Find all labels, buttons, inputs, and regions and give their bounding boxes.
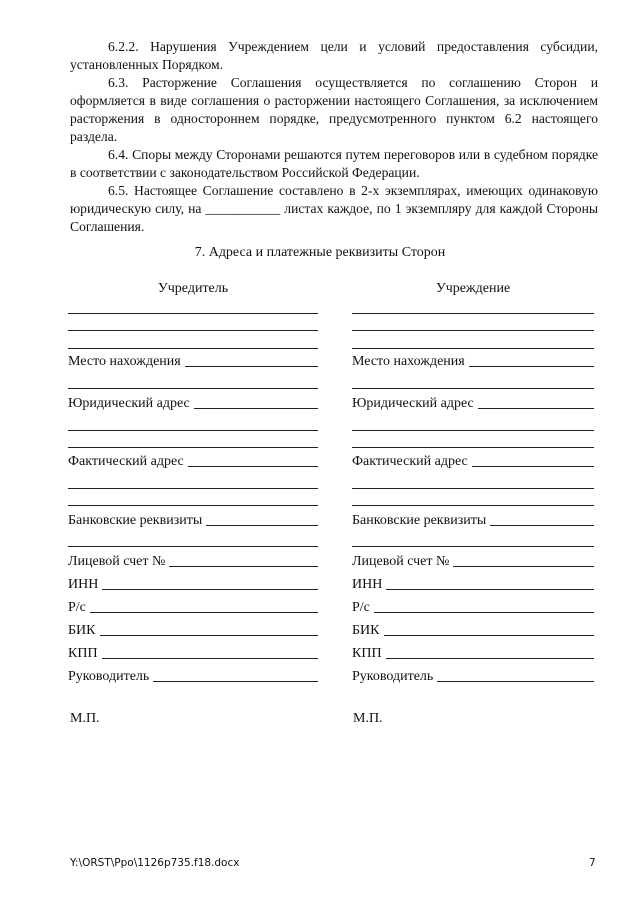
institution-stamp-place: М.П. — [353, 711, 383, 726]
kpp-label: КПП — [352, 646, 382, 661]
fill-line — [472, 466, 594, 467]
inn-label: ИНН — [68, 577, 99, 592]
blank-line — [68, 505, 318, 506]
fill-line — [437, 681, 594, 682]
blank-line — [352, 330, 594, 331]
fill-line — [188, 466, 318, 467]
institution-column — [352, 278, 594, 684]
section-title: 7. Адреса и платежные реквизиты Сторон — [194, 245, 446, 260]
kpp-field — [68, 646, 318, 662]
actual-address-field — [352, 454, 594, 470]
blank-line — [352, 447, 594, 448]
blank-line — [352, 546, 594, 547]
personal-account-label: Лицевой счет № — [352, 554, 450, 569]
kpp-label: КПП — [68, 646, 98, 661]
fill-line — [102, 658, 318, 659]
fill-line — [374, 612, 594, 613]
fill-line — [206, 525, 318, 526]
location-label: Место нахождения — [68, 354, 181, 369]
blank-line — [352, 388, 594, 389]
fill-line — [386, 589, 594, 590]
blank-line — [68, 330, 318, 331]
institution-heading: Учреждение — [435, 281, 511, 296]
head-field — [352, 669, 594, 685]
bank-details-field — [352, 513, 594, 529]
legal-address-field — [352, 396, 594, 412]
founder-heading: Учредитель — [157, 281, 229, 296]
bank-details-field — [68, 513, 318, 529]
rs-label: Р/с — [352, 600, 370, 615]
head-field — [68, 669, 318, 685]
bik-field — [352, 623, 594, 639]
actual-address-label: Фактический адрес — [352, 454, 468, 469]
fill-line — [153, 681, 318, 682]
head-label: Руководитель — [68, 669, 150, 684]
actual-address-field — [68, 454, 318, 470]
footer-file-path: Y:\ORST\Ppo\1126p735.f18.docx — [70, 857, 240, 869]
location-label: Место нахождения — [352, 354, 465, 369]
actual-address-label: Фактический адрес — [68, 454, 184, 469]
blank-line — [68, 313, 318, 314]
fill-line — [386, 658, 594, 659]
personal-account-field — [352, 554, 594, 570]
blank-line — [352, 430, 594, 431]
blank-line — [68, 348, 318, 349]
paragraph-6-3: 6.3. Расторжение Соглашения осуществляется по соглашению Сторон и оформляется в виде соглашения о расторжении настоящего Соглашения, за исключением расторжения в одностороннем порядке, предусмотренного пунктом 6.2 настоящего раздела. — [70, 75, 598, 144]
fill-line — [453, 566, 594, 567]
fill-line — [100, 635, 319, 636]
blank-line — [68, 488, 318, 489]
personal-account-label: Лицевой счет № — [68, 554, 166, 569]
bank-details-label: Банковские реквизиты — [68, 513, 203, 528]
kpp-field — [352, 646, 594, 662]
fill-line — [478, 408, 594, 409]
bik-label: БИК — [68, 623, 96, 638]
fill-line — [90, 612, 318, 613]
legal-address-label: Юридический адрес — [352, 396, 474, 411]
location-field — [352, 354, 594, 370]
bik-label: БИК — [352, 623, 380, 638]
rs-field — [68, 600, 318, 616]
bank-details-label: Банковские реквизиты — [352, 513, 487, 528]
fill-line — [169, 566, 318, 567]
inn-field — [352, 577, 594, 593]
founder-column — [68, 278, 318, 684]
fill-line — [194, 408, 318, 409]
blank-line — [352, 313, 594, 314]
bik-field — [68, 623, 318, 639]
rs-field — [352, 600, 594, 616]
personal-account-field — [68, 554, 318, 570]
blank-line — [352, 488, 594, 489]
blank-line — [68, 430, 318, 431]
paragraph-6-5: 6.5. Настоящее Соглашение составлено в 2-х экземплярах, имеющих одинаковую юридическую силу, на ___________ листах каждое, по 1 экземпляру для каждой Стороны Соглашения. — [70, 183, 598, 234]
legal-address-label: Юридический адрес — [68, 396, 190, 411]
inn-label: ИНН — [352, 577, 383, 592]
fill-line — [185, 366, 318, 367]
blank-line — [68, 546, 318, 547]
rs-label: Р/с — [68, 600, 86, 615]
paragraph-6-4: 6.4. Споры между Сторонами решаются путем переговоров или в судебном порядке в соответствии с законодательством Российской Федерации. — [70, 147, 598, 180]
location-field — [68, 354, 318, 370]
founder-stamp-place: М.П. — [70, 711, 100, 726]
fill-line — [102, 589, 318, 590]
blank-line — [352, 348, 594, 349]
legal-address-field — [68, 396, 318, 412]
page-number: 7 — [589, 857, 596, 869]
blank-line — [352, 505, 594, 506]
inn-field — [68, 577, 318, 593]
fill-line — [469, 366, 594, 367]
fill-line — [490, 525, 594, 526]
blank-line — [68, 388, 318, 389]
fill-line — [384, 635, 595, 636]
head-label: Руководитель — [352, 669, 434, 684]
blank-line — [68, 447, 318, 448]
paragraph-6-2-2: 6.2.2. Нарушения Учреждением цели и условий предоставления субсидии, установленных Порядком. — [70, 39, 598, 72]
